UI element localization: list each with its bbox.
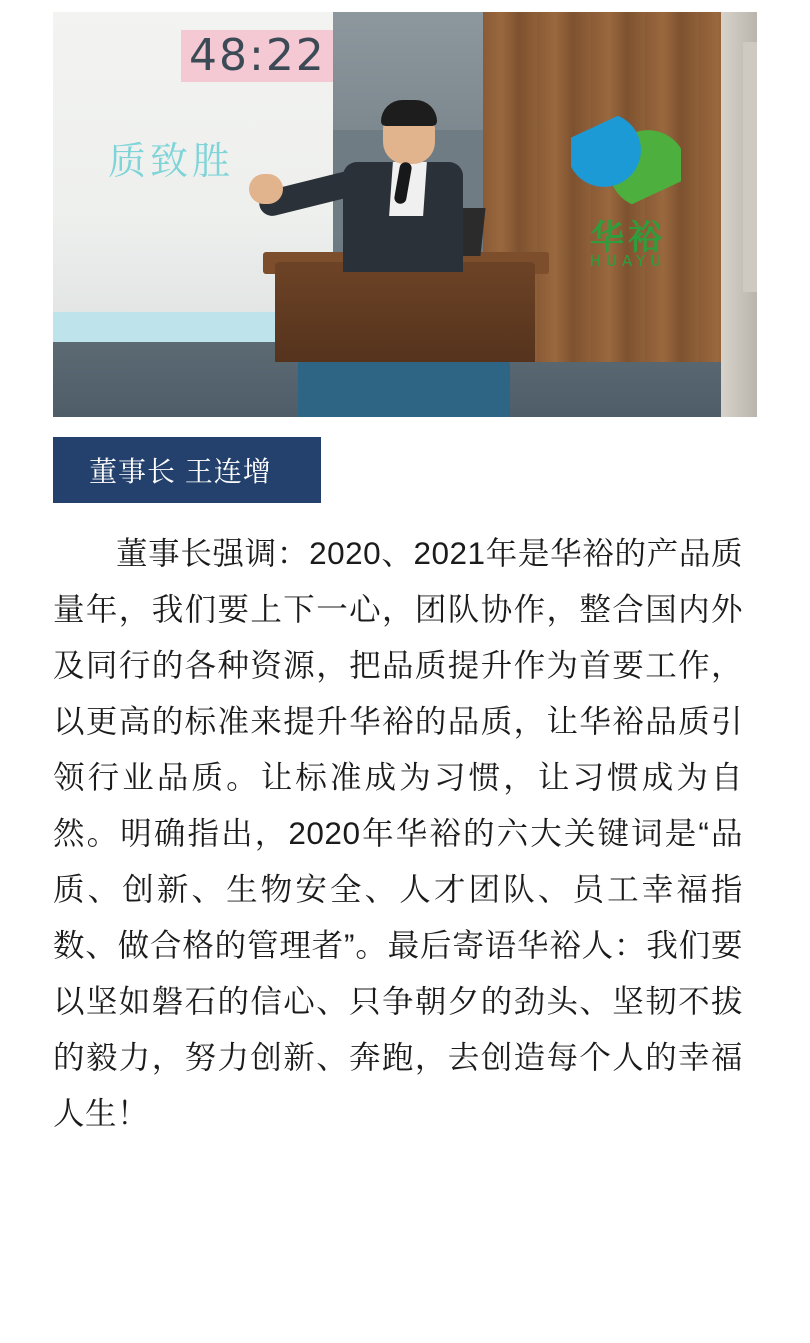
photo-door bbox=[743, 42, 757, 292]
huayu-logo-cn: 华裕 bbox=[590, 219, 666, 257]
photo-caption-banner bbox=[53, 437, 321, 503]
huayu-logo-mark-icon bbox=[571, 112, 681, 207]
slide-title-text: 质致胜 bbox=[108, 141, 235, 183]
huayu-logo bbox=[563, 112, 693, 270]
photo-caption-text: 董事长 王连增 bbox=[89, 456, 272, 487]
speaker-hand bbox=[249, 174, 283, 204]
article-body bbox=[53, 525, 743, 1141]
podium-base bbox=[298, 362, 510, 417]
article bbox=[53, 12, 757, 1141]
podium bbox=[275, 262, 535, 362]
speaker-hair bbox=[381, 100, 437, 126]
presentation-photo bbox=[53, 12, 757, 417]
slide-timer: 48:22 bbox=[189, 30, 326, 81]
huayu-logo-en: HUAYU bbox=[589, 252, 667, 270]
article-paragraph: 董事长强调：2020、2021年是华裕的产品质量年，我们要上下一心，团队协作，整合国内外及同行的各种资源，把品质提升作为首要工作，以更高的标准来提升华裕的品质，让华裕品质引领行业品质。让标准成为习惯，让习惯成为自然。明确指出，2020年华裕的六大关键词是“品质、创新、生物安全、人才团队、员工幸福指数、做合格的管理者”。最后寄语华裕人：我们要以坚如磐石的信心、只争朝夕的劲头、坚韧不拔的毅力，努力创新、奔跑，去创造每个人的幸福人生！ bbox=[53, 535, 743, 1131]
